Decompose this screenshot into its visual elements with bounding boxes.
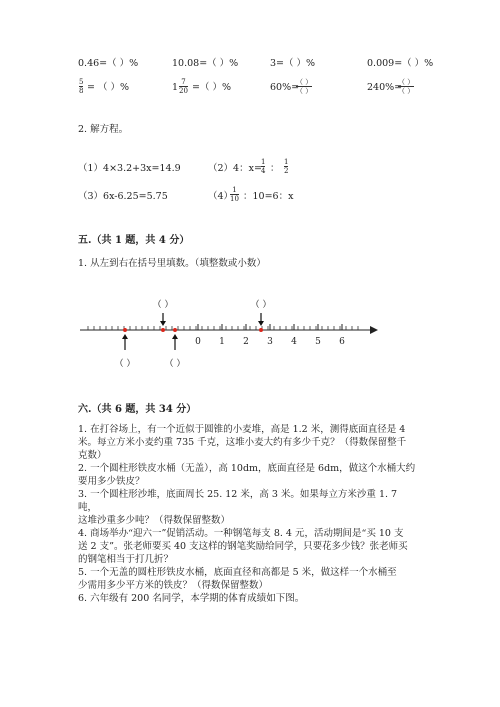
q6-line: 5. 一个无盖的圆柱形铁皮水桶，底面直径和高都是 5 米，做这样一个水桶至	[78, 567, 397, 578]
conv-8-left: 240%=	[367, 82, 403, 93]
equation-2-sep: ：	[270, 163, 280, 174]
tick-label: 2	[243, 337, 249, 347]
answer-bracket: （ ）	[250, 300, 272, 310]
red-point	[173, 328, 177, 332]
q6-line: 的钢笔相当于打几折？	[78, 554, 174, 565]
conv-7-fraction: （ ） （ ）	[296, 78, 313, 95]
pointer-arrowhead	[172, 334, 178, 339]
pointer-arrowhead	[258, 321, 264, 326]
pointer-arrowhead	[160, 321, 166, 326]
red-point	[123, 328, 127, 332]
section-6-questions	[78, 423, 418, 605]
q6-line: 3. 一个圆柱形沙堆，底面周长 25. 12 米，高 3 米。如果每立方米沙重 1. 7 吨，	[78, 489, 398, 513]
tick-label: 6	[339, 337, 345, 347]
section-5-heading: 五.（共 1 题，共 4 分）	[78, 235, 190, 246]
q6-line: 2. 一个圆柱形铁皮水桶（无盖），高 10dm，底面直径是 6dm，做这个水桶大约	[78, 463, 416, 474]
equation-1: （1）4×3.2+3x=14.9	[78, 163, 181, 174]
conv-2: 10.08=（ ）%	[172, 58, 239, 69]
axis-arrow	[370, 326, 378, 334]
equation-3: （3）6x-6.25=5.75	[78, 191, 168, 202]
q6-line: 克数）	[78, 450, 107, 461]
section-5-question-1: 1. 从左到右在括号里填数。（填整数或小数）	[78, 258, 266, 269]
q6-line: 1. 在打谷场上，有一个近似于圆锥的小麦堆，高是 1.2 米，测得底面直径是 4	[78, 424, 406, 435]
section-6-heading: 六.（共 6 题，共 34 分）	[78, 404, 197, 415]
red-point	[259, 328, 263, 332]
tick-label: 4	[291, 337, 297, 347]
q6-line: 6. 六年级有 200 名同学，本学期的体育成绩如下图。	[78, 593, 305, 604]
tick-label: 3	[267, 337, 273, 347]
equation-2-prefix: （2）4：x=	[208, 163, 262, 174]
tick-label: 1	[219, 337, 225, 347]
q6-line: 4. 商场举办“迎六一”促销活动。一种钢笔每支 8. 4 元，活动期间是“买 10 支	[78, 528, 404, 539]
red-point	[161, 328, 165, 332]
conv-6-fraction: 7 20	[179, 78, 188, 95]
q6-line: 米。每立方米小麦约重 735 千克，这堆小麦大约有多少千克？（得数保留整千	[78, 437, 407, 448]
answer-bracket: （ ）	[114, 359, 136, 369]
pointer-arrowhead	[122, 334, 128, 339]
q6-line: 这堆沙重多少吨？（得数保留整数）	[78, 515, 231, 526]
q2-title: 2. 解方程。	[78, 124, 129, 135]
conv-5-fraction: 5 8	[79, 78, 84, 95]
tick-label: 0	[195, 337, 201, 347]
equation-4-rest: ：10=6：x	[243, 191, 294, 202]
equation-2-fraction-2: 1 2	[284, 158, 289, 175]
q6-line: 送 2 支”。张老师要买 40 支这样的钢笔奖励给同学，只要花多少钱？张老师买	[78, 541, 408, 552]
equation-2-fraction-1: 1 4	[261, 158, 266, 175]
conv-6-whole: 1	[172, 82, 179, 93]
answer-bracket: （ ）	[164, 359, 186, 369]
conv-1: 0.46=（ ）%	[78, 58, 139, 69]
conv-7-left: 60%=	[270, 82, 300, 93]
conv-5: = （ ）%	[87, 82, 130, 93]
answer-bracket: （ ）	[152, 300, 174, 310]
conv-4: 0.009=（ ）%	[367, 58, 434, 69]
equation-4-fraction: 1 10	[230, 186, 239, 203]
conv-8-fraction: （ ） （ ）	[398, 78, 415, 95]
q6-line: 要用多少铁皮？	[78, 476, 145, 487]
tick-label: 5	[315, 337, 321, 347]
q6-line: 少需用多少平方米的铁皮？（得数保留整数）	[78, 580, 269, 591]
conv-3: 3=（ ）%	[270, 58, 316, 69]
conv-6: =（ ）%	[192, 82, 232, 93]
equation-4-prefix: （4）	[208, 191, 234, 202]
